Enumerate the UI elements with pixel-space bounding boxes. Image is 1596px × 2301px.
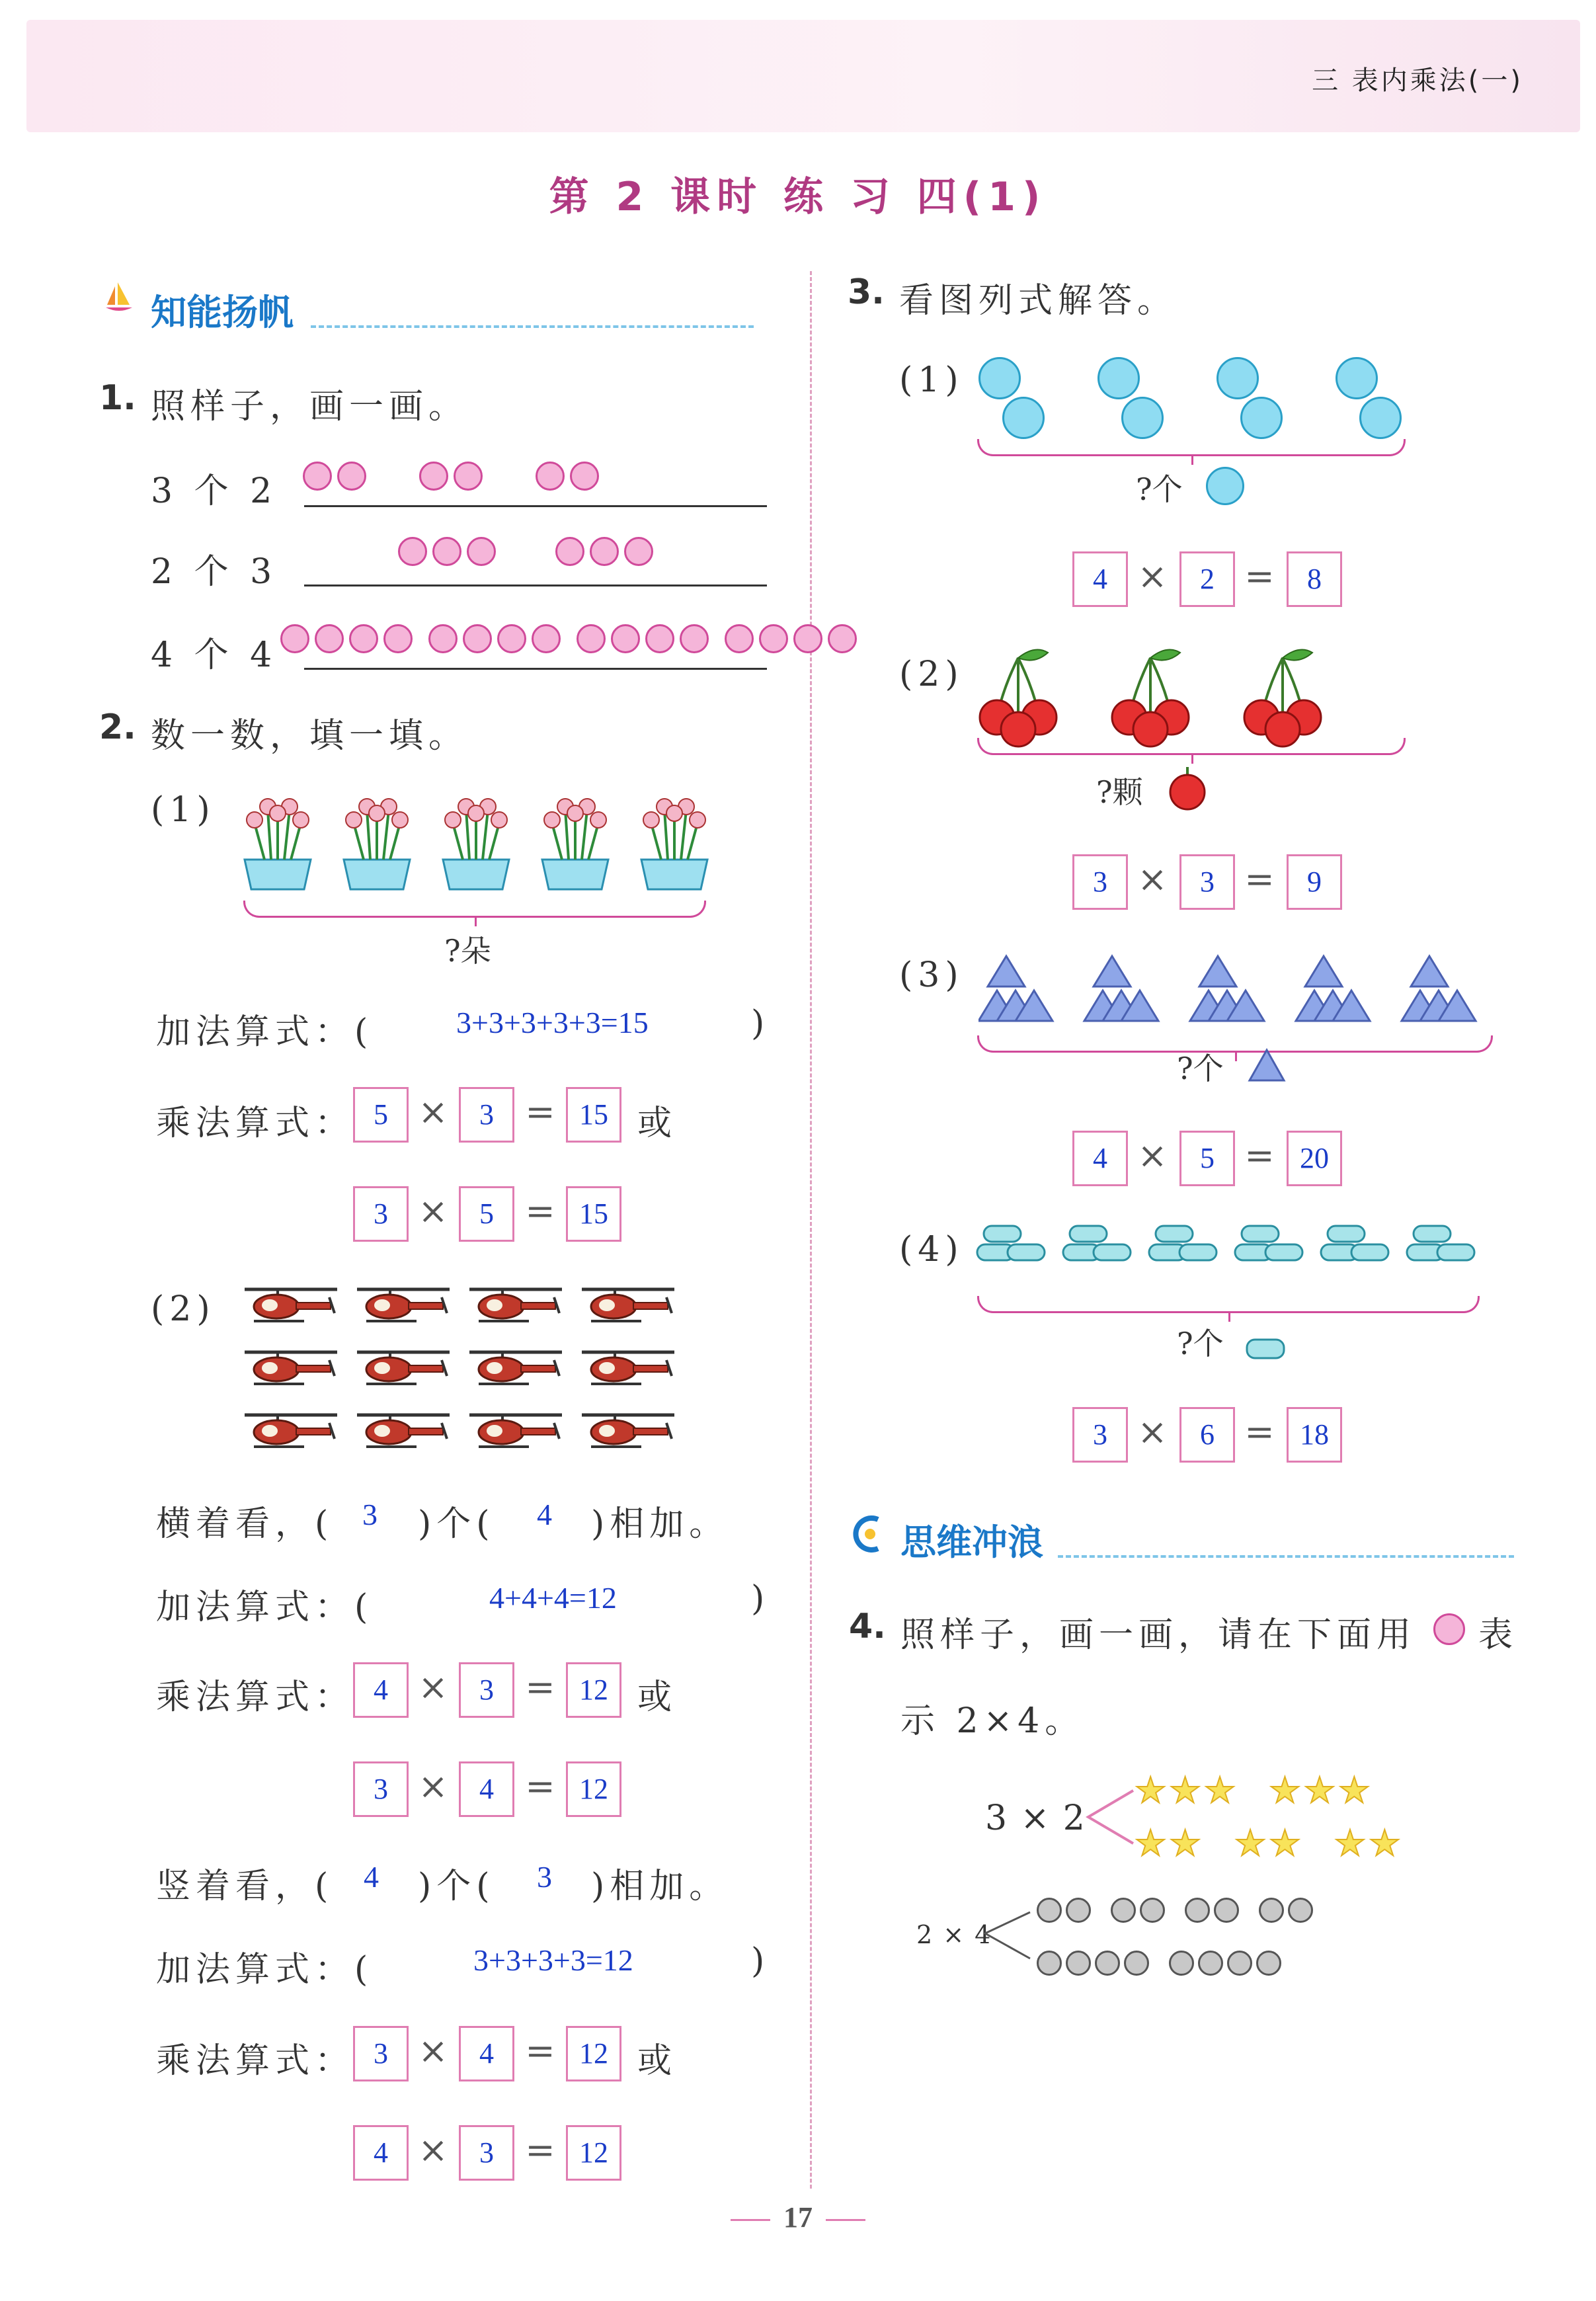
grey-circle xyxy=(1259,1898,1284,1923)
answer-box[interactable]: 18 xyxy=(1287,1407,1342,1463)
q4-text-c: 示 2×4。 xyxy=(900,1701,1085,1741)
or-text: 或 xyxy=(637,1677,678,1717)
pink-circle xyxy=(454,462,483,491)
blue-circle xyxy=(1359,397,1402,439)
pink-circle xyxy=(555,537,584,566)
helicopter-grid xyxy=(238,1283,688,1461)
equals-sign: = xyxy=(525,1666,555,1708)
answer-box[interactable]: 4 xyxy=(1072,551,1128,607)
branch-lines xyxy=(1084,1779,1137,1851)
answer-box[interactable]: 4 xyxy=(1072,1131,1128,1186)
answer-box[interactable]: 4 xyxy=(459,1761,514,1817)
grey-circle xyxy=(1256,1951,1281,1976)
q2-vert-prefix: 竖着看，( xyxy=(156,1867,334,1906)
grey-circle xyxy=(1227,1951,1252,1976)
answer-box[interactable]: 8 xyxy=(1287,551,1342,607)
star-icon: ★ xyxy=(1169,1769,1201,1811)
answer-box[interactable]: 3 xyxy=(1072,854,1128,910)
answer-box[interactable]: 3 xyxy=(459,1662,514,1718)
pink-circle xyxy=(611,624,640,653)
triangle-icon xyxy=(1247,1047,1287,1083)
q2-mul1-prefix: 乘法算式： xyxy=(156,1677,355,1717)
times-sign: × xyxy=(1137,1135,1168,1176)
q2-mul2-prefix: 乘法算式： xyxy=(156,2041,355,2081)
equals-sign: = xyxy=(1244,555,1275,597)
star-icon: ★ xyxy=(1135,1769,1167,1811)
section-underline xyxy=(1058,1555,1514,1558)
pink-circle xyxy=(315,624,344,653)
brace xyxy=(977,439,1406,456)
equals-sign: = xyxy=(525,1190,555,1232)
equals-sign: = xyxy=(1244,1135,1275,1176)
star-icon: ★ xyxy=(1303,1769,1336,1811)
pink-circle xyxy=(419,462,448,491)
blue-circle xyxy=(1097,357,1140,399)
disc-groups xyxy=(976,1223,1498,1289)
times-sign: × xyxy=(418,1190,448,1232)
blue-circle xyxy=(1336,357,1378,399)
q2-add2-answer: 3+3+3+3=12 xyxy=(473,1943,633,1977)
grey-circle xyxy=(1185,1898,1210,1923)
times-sign: × xyxy=(1137,1411,1168,1453)
answer-box[interactable]: 12 xyxy=(566,1761,621,1817)
q4-text-a: 照样子，画一画，请在下面用 xyxy=(900,1615,1417,1655)
or-text: 或 xyxy=(637,2041,678,2081)
answer-box[interactable]: 5 xyxy=(459,1186,514,1242)
q2-vert-suffix: )相加。 xyxy=(591,1867,729,1906)
q1-row1-drawing xyxy=(303,462,604,493)
q3-p1-label: (1) xyxy=(899,360,964,400)
grey-circle xyxy=(1124,1951,1149,1976)
q2-vert-a: 4 xyxy=(364,1860,379,1894)
equals-sign: = xyxy=(1244,858,1275,900)
grey-circle xyxy=(1037,1951,1062,1976)
star-icon: ★ xyxy=(1169,1822,1201,1864)
star-icon: ★ xyxy=(1135,1822,1167,1864)
brace xyxy=(243,901,706,918)
q3-p2-caption: ?颗 xyxy=(1096,774,1143,810)
q1-row1-label: 3 个 2 xyxy=(151,471,278,511)
equals-sign: = xyxy=(525,1765,555,1807)
pink-circle xyxy=(532,624,561,653)
q3-p3-label: (3) xyxy=(899,955,964,995)
star-icon: ★ xyxy=(1338,1769,1371,1811)
pink-circle xyxy=(725,624,754,653)
blue-circle xyxy=(1121,397,1164,439)
times-sign: × xyxy=(418,1091,448,1133)
grey-circle xyxy=(1095,1951,1120,1976)
blue-circle xyxy=(1217,357,1259,399)
cherry-groups xyxy=(972,645,1408,750)
brace xyxy=(977,1035,1493,1053)
grey-circle-row-1 xyxy=(1037,1898,1380,1925)
q2-add1-suffix: ) xyxy=(751,1579,770,1619)
pink-circle xyxy=(590,537,619,566)
pink-circle xyxy=(280,624,309,653)
section-siwei: 思维冲浪 xyxy=(900,1521,1043,1563)
pink-circle xyxy=(577,624,606,653)
grey-circle xyxy=(1288,1898,1313,1923)
q3-text: 看图列式解答。 xyxy=(899,281,1177,321)
times-sign: × xyxy=(1137,858,1168,900)
star-icon: ★ xyxy=(1234,1822,1267,1864)
q2-horiz-suffix: )相加。 xyxy=(591,1504,729,1544)
pink-circle xyxy=(467,537,496,566)
answer-box[interactable]: 3 xyxy=(1072,1407,1128,1463)
pink-circle xyxy=(383,624,413,653)
flower-pots xyxy=(231,784,734,896)
answer-box[interactable]: 20 xyxy=(1287,1131,1342,1186)
q2-add1-answer: 4+4+4=12 xyxy=(489,1581,617,1615)
times-sign: × xyxy=(1137,555,1168,597)
q2-p1-mul-prefix: 乘法算式： xyxy=(156,1104,355,1143)
q1-row3-label: 4 个 4 xyxy=(151,635,278,675)
answer-box[interactable]: 4 xyxy=(353,1662,409,1718)
star-icon: ★ xyxy=(1269,1769,1301,1811)
section-underline xyxy=(311,325,754,328)
times-sign: × xyxy=(418,1666,448,1708)
answer-line xyxy=(304,505,767,507)
section-zhineng: 知能扬帆 xyxy=(151,292,294,333)
answer-box[interactable]: 15 xyxy=(566,1186,621,1242)
q2-p1-add-suffix: ) xyxy=(751,1004,770,1043)
pink-circle xyxy=(680,624,709,653)
equals-sign: = xyxy=(525,2030,555,2072)
q4-number: 4. xyxy=(849,1607,886,1646)
times-sign: × xyxy=(418,2129,448,2171)
q2-vert-b: 3 xyxy=(537,1860,552,1894)
q2-add1-prefix: 加法算式：( xyxy=(156,1588,374,1627)
times-sign: × xyxy=(418,1765,448,1807)
pink-circle xyxy=(463,624,492,653)
q2-horiz-a: 3 xyxy=(362,1498,378,1531)
answer-box[interactable]: 5 xyxy=(353,1087,409,1143)
pink-circle xyxy=(645,624,674,653)
q3-p1-caption: ?个 xyxy=(1136,471,1183,507)
blue-circle-icon xyxy=(1206,467,1244,505)
lesson-title: 第 2 课时 练 习 四(1) xyxy=(549,174,1047,220)
equals-sign: = xyxy=(1244,1411,1275,1453)
star-icon: ★ xyxy=(1369,1822,1401,1864)
q4-example-label: 3 × 2 xyxy=(985,1798,1086,1838)
chapter-title: 三 表内乘法(一) xyxy=(1312,65,1523,96)
grey-circle xyxy=(1066,1951,1091,1976)
equals-sign: = xyxy=(525,2129,555,2171)
brace xyxy=(977,1296,1480,1313)
grey-circle xyxy=(1111,1898,1136,1923)
pink-circle xyxy=(497,624,526,653)
answer-box[interactable]: 15 xyxy=(566,1087,621,1143)
pink-circle xyxy=(398,537,427,566)
q2-horiz-mid: )个( xyxy=(418,1504,495,1544)
q3-number: 3. xyxy=(848,272,885,312)
answer-box[interactable]: 12 xyxy=(566,2026,621,2081)
sailboat-icon xyxy=(106,281,132,314)
q2-add2-prefix: 加法算式：( xyxy=(156,1950,374,1990)
blue-circle xyxy=(1002,397,1045,439)
q1-number: 1. xyxy=(99,378,136,418)
q2-add2-suffix: ) xyxy=(751,1941,770,1981)
times-sign: × xyxy=(418,2030,448,2072)
pink-circle xyxy=(793,624,822,653)
equals-sign: = xyxy=(525,1091,555,1133)
q1-row3-drawing xyxy=(280,624,862,656)
q3-p3-caption: ?个 xyxy=(1177,1051,1224,1086)
answer-box[interactable]: 3 xyxy=(459,1087,514,1143)
q2-horiz-prefix: 横着看，( xyxy=(156,1504,334,1544)
cherry-icon xyxy=(1166,764,1209,811)
q2-p1-add-answer: 3+3+3+3+3=15 xyxy=(456,1006,649,1039)
blue-circle xyxy=(1240,397,1283,439)
grey-circle xyxy=(1037,1898,1062,1923)
grey-circle xyxy=(1198,1951,1223,1976)
q2-p1-label: (1) xyxy=(151,790,216,830)
answer-box[interactable]: 3 xyxy=(353,1761,409,1817)
wave-icon xyxy=(852,1515,883,1553)
pink-circle xyxy=(428,624,458,653)
answer-box[interactable]: 4 xyxy=(353,2125,409,2181)
pink-circle xyxy=(349,624,378,653)
answer-box[interactable]: 2 xyxy=(1179,551,1235,607)
pink-circle xyxy=(624,537,653,566)
star-icon: ★ xyxy=(1203,1769,1236,1811)
q1-text: 照样子，画一画。 xyxy=(151,387,469,426)
answer-line xyxy=(304,668,767,670)
star-row-1 xyxy=(1135,1769,1478,1811)
q2-p1-caption: ?朵 xyxy=(444,933,491,969)
q1-row2-label: 2 个 3 xyxy=(151,552,278,592)
answer-box[interactable]: 6 xyxy=(1179,1407,1235,1463)
disc-icon xyxy=(1246,1337,1285,1361)
grey-circle xyxy=(1169,1951,1194,1976)
grey-circle xyxy=(1140,1898,1165,1923)
answer-box[interactable]: 9 xyxy=(1287,854,1342,910)
page-number: 17 xyxy=(783,2201,813,2234)
answer-box[interactable]: 12 xyxy=(566,2125,621,2181)
pink-circle xyxy=(759,624,788,653)
grey-circle-row-2 xyxy=(1037,1951,1380,1978)
q3-p4-caption: ?个 xyxy=(1177,1326,1224,1361)
pink-circle xyxy=(432,537,461,566)
pink-circle xyxy=(303,462,332,491)
answer-box[interactable]: 3 xyxy=(353,2026,409,2081)
q2-horiz-b: 4 xyxy=(537,1498,552,1531)
column-divider xyxy=(810,271,812,2189)
q2-number: 2. xyxy=(99,707,136,747)
page-footer xyxy=(0,2200,1596,2234)
blue-circle xyxy=(978,357,1021,399)
q2-text: 数一数，填一填。 xyxy=(151,716,469,756)
answer-box[interactable]: 5 xyxy=(1179,1131,1235,1186)
star-row-2 xyxy=(1135,1822,1505,1864)
answer-box[interactable]: 3 xyxy=(1179,854,1235,910)
q2-vert-mid: )个( xyxy=(418,1867,495,1906)
pink-circle xyxy=(570,462,599,491)
answer-box[interactable]: 3 xyxy=(353,1186,409,1242)
pink-circle xyxy=(828,624,857,653)
answer-box[interactable]: 4 xyxy=(459,2026,514,2081)
branch-lines xyxy=(981,1898,1034,1970)
q4-answer-label: 2 × 4 xyxy=(916,1920,992,1949)
pink-circle xyxy=(337,462,366,491)
pink-circle xyxy=(536,462,565,491)
brace xyxy=(977,738,1406,755)
q1-row2-drawing xyxy=(398,537,658,569)
triangle-groups xyxy=(978,952,1494,1031)
answer-line xyxy=(304,585,767,586)
q4-text-b: 表 xyxy=(1478,1615,1519,1655)
star-icon: ★ xyxy=(1269,1822,1301,1864)
q3-p2-label: (2) xyxy=(899,655,964,694)
pink-circle-icon xyxy=(1433,1613,1465,1645)
star-icon: ★ xyxy=(1334,1822,1367,1864)
q2-p2-label: (2) xyxy=(151,1289,216,1329)
answer-box[interactable]: 12 xyxy=(566,1662,621,1718)
or-text: 或 xyxy=(637,1104,678,1143)
q3-p4-label: (4) xyxy=(899,1230,964,1270)
grey-circle xyxy=(1066,1898,1091,1923)
grey-circle xyxy=(1214,1898,1239,1923)
q2-p1-add-prefix: 加法算式：( xyxy=(156,1012,374,1052)
answer-box[interactable]: 3 xyxy=(459,2125,514,2181)
